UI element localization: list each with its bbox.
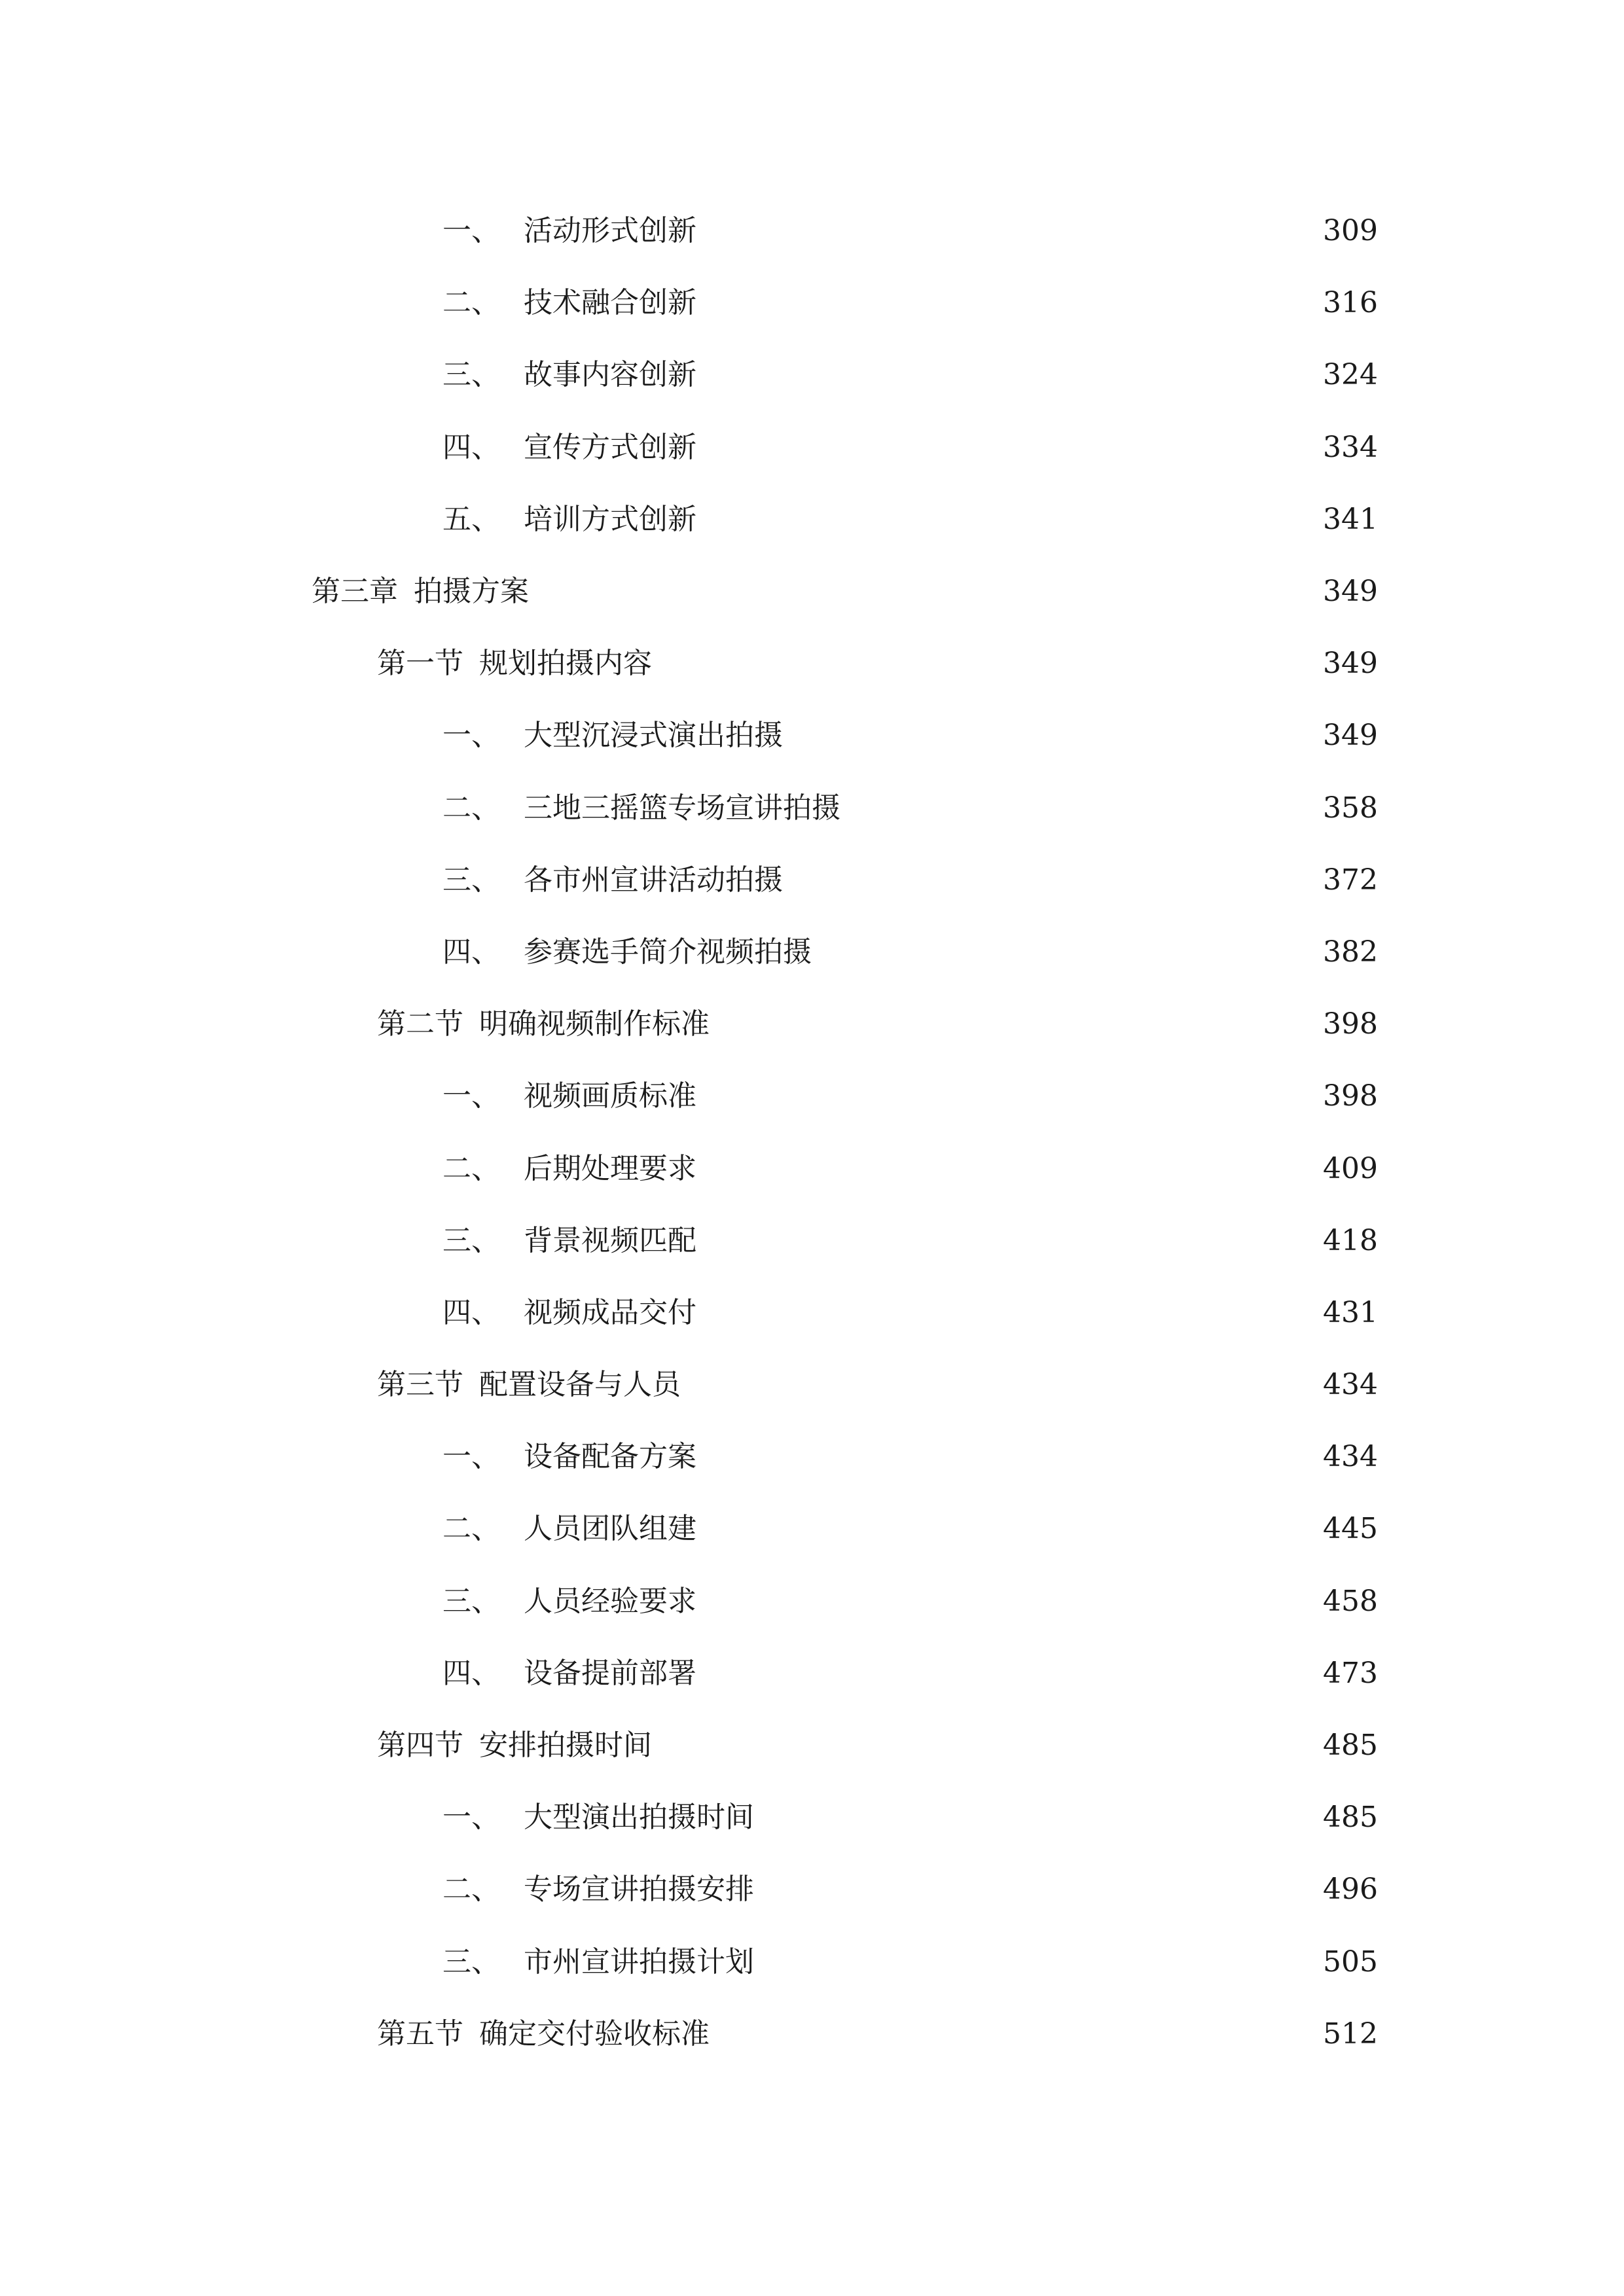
toc-entry-title: 拍摄方案 (414, 575, 529, 609)
toc-entry-item[interactable] (0, 1566, 1378, 1638)
dot-leader (686, 1371, 1308, 1399)
toc-page-number: 349 (1323, 719, 1378, 753)
toc-entry-number: 第四节 (377, 1729, 463, 1763)
toc-entry-item[interactable] (0, 1493, 1378, 1565)
dot-leader (759, 1803, 1308, 1832)
toc-entry-item[interactable] (0, 1132, 1378, 1204)
toc-page-number: 496 (1323, 1873, 1378, 1907)
toc-entry-number: 第三节 (377, 1368, 463, 1402)
dot-leader (846, 794, 1308, 823)
toc-entry-title: 配置设备与人员 (479, 1368, 681, 1402)
toc-page-number: 418 (1323, 1223, 1378, 1257)
toc-entry-text (442, 502, 696, 536)
toc-page-number: 324 (1323, 358, 1378, 392)
toc-entry-title: 确定交付验收标准 (479, 2017, 710, 2051)
toc-entry-number: 三、 (442, 863, 500, 897)
toc-entry-title: 大型沉浸式演出拍摄 (524, 719, 783, 753)
toc-entry-item[interactable] (0, 916, 1378, 988)
dot-leader (715, 2020, 1308, 2049)
toc-entry-text (377, 647, 652, 681)
toc-entry-number: 一、 (442, 1801, 500, 1835)
dot-leader (702, 505, 1308, 534)
toc-entry-title: 专场宣讲拍摄安排 (524, 1873, 754, 1907)
dot-leader (817, 938, 1308, 967)
dot-leader (702, 1587, 1308, 1616)
toc-entry-text (442, 1079, 696, 1113)
dot-leader (702, 433, 1308, 462)
toc-entry-number: 四、 (442, 430, 500, 464)
toc-page-number: 485 (1323, 1729, 1378, 1763)
toc-entry-number: 三、 (442, 1945, 500, 1979)
toc-page-number: 485 (1323, 1801, 1378, 1835)
toc-entry-title: 大型演出拍摄时间 (524, 1801, 754, 1835)
toc-entry-item[interactable] (0, 700, 1378, 772)
dot-leader (702, 289, 1308, 317)
toc-entry-section[interactable] (0, 1998, 1378, 2070)
toc-entry-number: 第三章 (312, 575, 398, 609)
toc-entry-section[interactable] (0, 628, 1378, 700)
toc-page-number: 434 (1323, 1368, 1378, 1402)
toc-entry-text (442, 719, 783, 753)
toc-page-number: 434 (1323, 1440, 1378, 1474)
toc-entry-text (442, 791, 840, 825)
toc-entry-text (377, 1729, 652, 1763)
toc-entry-number: 二、 (442, 1512, 500, 1546)
toc-entry-number: 二、 (442, 286, 500, 320)
toc-entry-title: 技术融合创新 (524, 286, 696, 320)
dot-leader (702, 1659, 1308, 1688)
toc-entry-number: 二、 (442, 1873, 500, 1907)
dot-leader (715, 1010, 1308, 1039)
toc-entry-item[interactable] (0, 339, 1378, 411)
toc-page-number: 309 (1323, 214, 1378, 248)
toc-entry-text (442, 1584, 696, 1618)
toc-entry-title: 故事内容创新 (524, 358, 696, 392)
toc-entry-text (442, 214, 696, 248)
toc-entry-number: 五、 (442, 502, 500, 536)
toc-entry-item[interactable] (0, 1782, 1378, 1854)
toc-entry-number: 第一节 (377, 647, 463, 681)
toc-entry-item[interactable] (0, 1205, 1378, 1277)
toc-entry-item[interactable] (0, 412, 1378, 484)
dot-leader (702, 361, 1308, 389)
toc-entry-number: 一、 (442, 719, 500, 753)
toc-entry-title: 各市州宣讲活动拍摄 (524, 863, 783, 897)
toc-entry-title: 三地三摇篮专场宣讲拍摄 (524, 791, 840, 825)
toc-entry-section[interactable] (0, 988, 1378, 1060)
toc-entry-title: 规划拍摄内容 (479, 647, 652, 681)
toc-entry-item[interactable] (0, 772, 1378, 844)
toc-entry-text (442, 358, 696, 392)
toc-page-number: 431 (1323, 1295, 1378, 1329)
toc-entry-item[interactable] (0, 1421, 1378, 1493)
toc-entry-number: 第二节 (377, 1007, 463, 1041)
toc-entry-item[interactable] (0, 1060, 1378, 1132)
toc-entry-text (442, 1945, 754, 1979)
toc-page-number: 409 (1323, 1151, 1378, 1185)
toc-page-number: 505 (1323, 1945, 1378, 1979)
dot-leader (788, 866, 1308, 895)
toc-page-number: 445 (1323, 1512, 1378, 1546)
toc-entry-item[interactable] (0, 484, 1378, 556)
toc-entry-title: 设备提前部署 (524, 1656, 696, 1690)
toc-entry-item[interactable] (0, 844, 1378, 916)
toc-entry-title: 参赛选手简介视频拍摄 (524, 935, 812, 969)
toc-entry-item[interactable] (0, 1638, 1378, 1710)
toc-entry-title: 背景视频匹配 (524, 1223, 696, 1257)
toc-entry-chapter[interactable] (0, 556, 1378, 628)
toc-entry-title: 活动形式创新 (524, 214, 696, 248)
toc-entry-number: 四、 (442, 1656, 500, 1690)
toc-entry-title: 明确视频制作标准 (479, 1007, 710, 1041)
toc-page-number: 334 (1323, 430, 1378, 464)
toc-entry-text (442, 1295, 696, 1329)
toc-page-number: 473 (1323, 1656, 1378, 1690)
dot-leader (788, 721, 1308, 750)
toc-entry-section[interactable] (0, 1349, 1378, 1421)
toc-entry-title: 安排拍摄时间 (479, 1729, 652, 1763)
dot-leader (702, 1227, 1308, 1255)
toc-page-number: 349 (1323, 647, 1378, 681)
toc-entry-text (442, 1512, 696, 1546)
toc-entry-text (442, 1873, 754, 1907)
toc-page-number: 512 (1323, 2017, 1378, 2051)
toc-entry-item[interactable] (0, 1854, 1378, 1926)
toc-entry-number: 一、 (442, 214, 500, 248)
toc-entry-number: 三、 (442, 1223, 500, 1257)
toc-page-number: 372 (1323, 863, 1378, 897)
dot-leader (702, 217, 1308, 245)
toc-page-number: 349 (1323, 575, 1378, 609)
toc-entry-text (442, 1223, 696, 1257)
toc-page-number: 458 (1323, 1584, 1378, 1618)
dot-leader (534, 577, 1308, 606)
toc-entry-title: 市州宣讲拍摄计划 (524, 1945, 754, 1979)
toc-entry-text (312, 575, 529, 609)
toc-entry-number: 三、 (442, 358, 500, 392)
dot-leader (702, 1155, 1308, 1183)
dot-leader (759, 1875, 1308, 1904)
toc-entry-title: 宣传方式创新 (524, 430, 696, 464)
toc-entry-text (442, 935, 812, 969)
toc-entry-text (442, 1801, 754, 1835)
toc-entry-title: 视频成品交付 (524, 1295, 696, 1329)
toc-entry-number: 二、 (442, 791, 500, 825)
dot-leader (657, 649, 1308, 678)
table-of-contents (0, 195, 1624, 2070)
toc-entry-number: 四、 (442, 935, 500, 969)
toc-entry-text (442, 1440, 696, 1474)
dot-leader (702, 1299, 1308, 1327)
toc-entry-item[interactable] (0, 267, 1378, 339)
toc-entry-number: 第五节 (377, 2017, 463, 2051)
toc-entry-section[interactable] (0, 1710, 1378, 1782)
toc-entry-title: 视频画质标准 (524, 1079, 696, 1113)
toc-entry-number: 二、 (442, 1151, 500, 1185)
toc-entry-text (442, 1656, 696, 1690)
toc-page-number: 398 (1323, 1007, 1378, 1041)
dot-leader (657, 1731, 1308, 1760)
toc-entry-item[interactable] (0, 1926, 1378, 1998)
toc-page-number: 316 (1323, 286, 1378, 320)
dot-leader (702, 1082, 1308, 1111)
toc-entry-text (442, 1151, 696, 1185)
toc-entry-title: 后期处理要求 (524, 1151, 696, 1185)
toc-entry-text (442, 286, 696, 320)
toc-entry-number: 一、 (442, 1079, 500, 1113)
toc-page-number: 398 (1323, 1079, 1378, 1113)
toc-entry-number: 三、 (442, 1584, 500, 1618)
toc-entry-number: 一、 (442, 1440, 500, 1474)
toc-page-number: 382 (1323, 935, 1378, 969)
toc-entry-item[interactable] (0, 1277, 1378, 1349)
toc-entry-title: 设备配备方案 (524, 1440, 696, 1474)
toc-entry-title: 人员团队组建 (524, 1512, 696, 1546)
toc-entry-text (442, 863, 783, 897)
toc-page-number: 358 (1323, 791, 1378, 825)
toc-entry-text (377, 1368, 681, 1402)
dot-leader (702, 1443, 1308, 1471)
dot-leader (759, 1948, 1308, 1977)
toc-entry-item[interactable] (0, 195, 1378, 267)
toc-entry-title: 人员经验要求 (524, 1584, 696, 1618)
toc-entry-title: 培训方式创新 (524, 502, 696, 536)
toc-entry-text (442, 430, 696, 464)
dot-leader (702, 1515, 1308, 1543)
toc-entry-text (377, 1007, 710, 1041)
toc-entry-number: 四、 (442, 1295, 500, 1329)
toc-page-number: 341 (1323, 502, 1378, 536)
toc-entry-text (377, 2017, 710, 2051)
